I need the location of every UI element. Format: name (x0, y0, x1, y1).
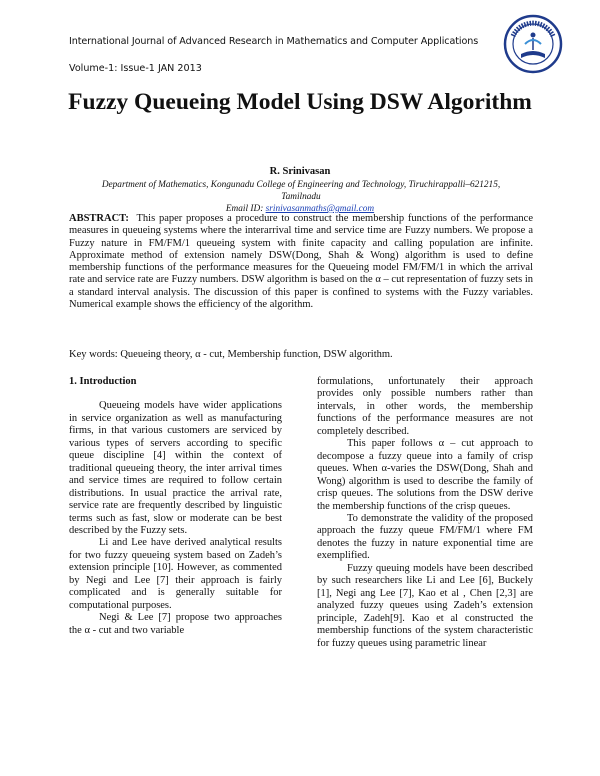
email-label: Email ID: (225, 204, 266, 214)
abstract (69, 213, 533, 311)
paragraph: Negi & Lee [7] propose two approaches the α - cut and two variable (69, 612, 282, 636)
paragraph: Queueing models have wider applications in service organization as well as manufacturing firms, in that various customers are serviced by various types of servers according to specific queue discipline [4] within the context of traditional queueing theory, the inter arrival times and service times are required to follow certain distributions. In usual practice the arrival rate, service rate are frequently described by linguistic terms such as fast, slow or moderate can be best described by the Fuzzy sets. (69, 400, 282, 536)
paragraph: This paper follows α – cut approach to decompose a fuzzy queue into a family of crisp queues. When α-varies the DSW(Dong, Shah and Wong) algorithm is used to describe the family of crisp queues. The solutions from the DSW derive the membership functions of the crisp queues. (317, 438, 533, 512)
volume-issue: Volume-1: Issue-1 JAN 2013 (69, 63, 202, 74)
email-link[interactable]: srinivasanmaths@gmail.com (265, 204, 375, 214)
author-affiliation: Department of Mathematics, Kongunadu College of Engineering and Technology, Tiruchirappalli–621215, Tamilnadu (101, 180, 501, 202)
paragraph: Li and Lee have derived analytical results for two fuzzy queueing system based on Zadeh’s extension principle [10]. However, as commented by Negi and Lee [7] their approach is fairly complicated and is generally suitable for computational purposes. (69, 537, 282, 611)
abstract-label: ABSTRACT: (69, 213, 129, 224)
abstract-text: This paper proposes a procedure to construct the membership functions of the performance measures in queueing systems where the interarrival time and service time are Fuzzy numbers. We propose a Fuzzy nature in FM/FM/1 queueing system with finite capacity and calling population are infinite. Approximate method of extension namely DSW(Dong, Shah & Wong) algorithm is used to define membership functions of the performance measures for the Queueing model FM/FM/1 in which the arrival rate and service rate are Fuzzy numbers. DSW algorithm is based on the α – cut representation of fuzzy sets in a standard interval analysis. The discussion of this paper is confined to systems with the Fuzzy variables. Numerical example shows the efficiency of the algorithm. (69, 213, 533, 311)
author-name: R. Srinivasan (269, 166, 331, 177)
journal-name: International Journal of Advanced Research in Mathematics and Computer Applications (69, 36, 479, 47)
paragraph: Fuzzy queuing models have been described by such researchers like Li and Lee [6], Buckely [1], Negi ang Lee [7], Kao et al , Chen [2,3] are analyzed fuzzy queues using Zadeh’s extension principle, Zadeh[9]. Kao et al constructed the membership functions of the system characteristic for fuzzy queues using parametric linear (317, 562, 533, 649)
journal-seal-logo (503, 14, 563, 74)
paragraph: To demonstrate the validity of the proposed approach the fuzzy queue FM/FM/1 where FM denotes the fuzzy in nature exponential time are exemplified. (317, 512, 533, 562)
right-column (317, 376, 533, 650)
paper-title: Fuzzy Queueing Model Using DSW Algorithm (68, 89, 532, 115)
left-column (69, 376, 282, 637)
paragraph: formulations, unfortunately their approach provides only possible numbers rather than intervals, in other words, the membership functions of the performance measures are not completely described. (317, 376, 533, 437)
section-heading: 1. Introduction (69, 376, 137, 387)
keywords: Key words: Queueing theory, α - cut, Membership function, DSW algorithm. (69, 349, 393, 360)
